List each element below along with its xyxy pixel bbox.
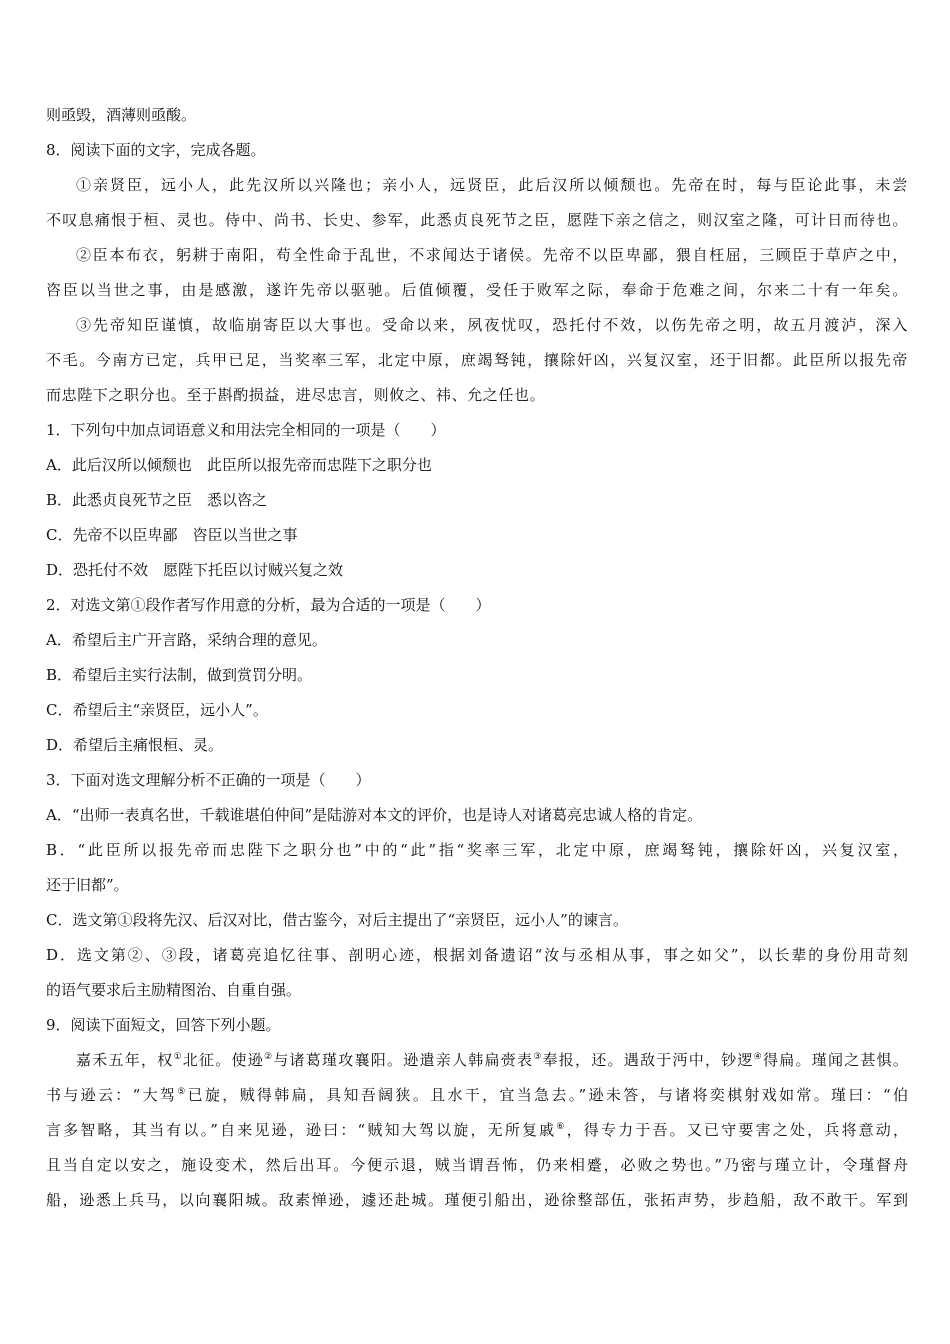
footnote-marker: ② — [264, 1052, 274, 1062]
question-9-heading: 9．阅读下面短文，回答下列小题。 — [46, 1016, 281, 1034]
question-3-option-b-cont: 还于旧都”。 — [46, 876, 129, 894]
question-1-option-c: C．先帝不以臣卑鄙 咨臣以当世之事 — [46, 526, 298, 544]
question-3-option-b: B．“此臣所以报先帝而忠陛下之职分也”中的“此”指“奖率三军，北定中原，庶竭驽钝，攘除奸凶，兴复汉室， — [46, 841, 908, 859]
passage-paragraph-2-cont: 咨臣以当世之事，由是感激，遂许先帝以驱驰。后值倾覆，受任于败军之际，奉命于危难之间，尔来二十有一年矣。 — [46, 281, 908, 299]
passage-9-line-4: 且当自定以安之，施设变术，然后出耳。今便示退，贼当谓吾怖，仍来相蹙，必败之势也。”乃密与瑾立计，令瑾督舟 — [46, 1156, 908, 1174]
question-3-option-d-cont: 的语气要求后主励精图治、自重自强。 — [46, 981, 302, 999]
question-2-option-b: B．希望后主实行法制，做到赏罚分明。 — [46, 666, 313, 684]
question-8-heading: 8．阅读下面的文字，完成各题。 — [46, 141, 266, 159]
passage-paragraph-3-cont: 不毛。今南方已定，兵甲已足，当奖率三军，北定中原，庶竭驽钝，攘除奸凶，兴复汉室，还于旧都。此臣所以报先帝 — [46, 351, 908, 369]
question-2-stem: 2．对选文第①段作者写作用意的分析，最为合适的一项是（ ） — [46, 596, 491, 614]
question-2-option-a: A．希望后主广开言路，采纳合理的意见。 — [46, 631, 327, 649]
question-1-option-a: A．此后汉所以倾颓也 此臣所以报先帝而忠陛下之职分也 — [46, 456, 432, 474]
passage-paragraph-1-cont: 不叹息痛恨于桓、灵也。侍中、尚书、长史、参军，此悉贞良死节之臣，愿陛下亲之信之，则汉室之隆，可计日而待也。 — [46, 211, 908, 229]
document-page — [46, 98, 908, 1218]
passage-paragraph-1: ①亲贤臣，远小人，此先汉所以兴隆也；亲小人，远贤臣，此后汉所以倾颓也。先帝在时，每与臣论此事，未尝 — [76, 176, 908, 194]
question-3-option-d: D．选文第②、③段，诸葛亮追忆往事、剖明心迹，根据刘备遗诏“汝与丞相从事，事之如父”，以长辈的身份用苛刻 — [46, 946, 908, 964]
question-1-option-d: D．恐托付不效 愿陛下托臣以讨贼兴复之效 — [46, 561, 344, 579]
text-line: 则亟毁，酒薄则亟酸。 — [46, 106, 197, 124]
footnote-marker: ④ — [753, 1052, 763, 1062]
question-1-option-b: B．此悉贞良死节之臣 悉以咨之 — [46, 491, 268, 509]
passage-9-line-3: 言多智略，其当有以。”自来见逊，逊曰：“贼知大驾以旋，无所复戚⑥，得专力于吾。又已守要害之处，兵将意动， — [46, 1121, 908, 1139]
footnote-marker: ③ — [533, 1052, 543, 1062]
footnote-marker: ⑤ — [177, 1087, 188, 1097]
passage-paragraph-2: ②臣本布衣，躬耕于南阳，苟全性命于乱世，不求闻达于诸侯。先帝不以臣卑鄙，猥自枉屈，三顾臣于草庐之中， — [76, 246, 908, 264]
question-2-option-c: C．希望后主“亲贤臣，远小人”。 — [46, 701, 268, 719]
footnote-marker: ① — [173, 1052, 183, 1062]
question-2-option-d: D．希望后主痛恨桓、灵。 — [46, 736, 224, 754]
question-3-stem: 3．下面对选文理解分析不正确的一项是（ ） — [46, 771, 371, 789]
question-1-stem: 1．下列句中加点词语意义和用法完全相同的一项是（ ） — [46, 421, 446, 439]
footnote-marker: ⑥ — [556, 1122, 567, 1132]
passage-paragraph-3-end: 而忠陛下之职分也。至于斟酌损益，进尽忠言，则攸之、祎、允之任也。 — [46, 386, 546, 404]
passage-9-line-5: 船，逊悉上兵马，以向襄阳城。敌素惮逊，遽还赴城。瑾便引船出，逊徐整部伍，张拓声势，步趋船，敌不敢干。军到 — [46, 1191, 908, 1209]
question-3-option-a: A．“出师一表真名世，千载谁堪伯仲间”是陆游对本文的评价，也是诗人对诸葛亮忠诚人格的肯定。 — [46, 806, 703, 824]
passage-9-line-1: 嘉禾五年，权①北征。使逊②与诸葛瑾攻襄阳。逊遣亲人韩扁赍表③奉报，还。遇敌于沔中，钞逻④得扁。瑾闻之甚惧。 — [76, 1051, 908, 1069]
passage-9-line-2: 书与逊云：“大驾⑤已旋，贼得韩扁，具知吾阔狭。且水干，宜当急去。”逊未答，与诸将奕棋射戏如常。瑾曰：“伯 — [46, 1086, 908, 1104]
question-3-option-c: C．选文第①段将先汉、后汉对比，借古鉴今，对后主提出了“亲贤臣，远小人”的谏言。 — [46, 911, 628, 929]
passage-paragraph-3: ③先帝知臣谨慎，故临崩寄臣以大事也。受命以来，夙夜忧叹，恐托付不效，以伤先帝之明，故五月渡泸，深入 — [76, 316, 908, 334]
